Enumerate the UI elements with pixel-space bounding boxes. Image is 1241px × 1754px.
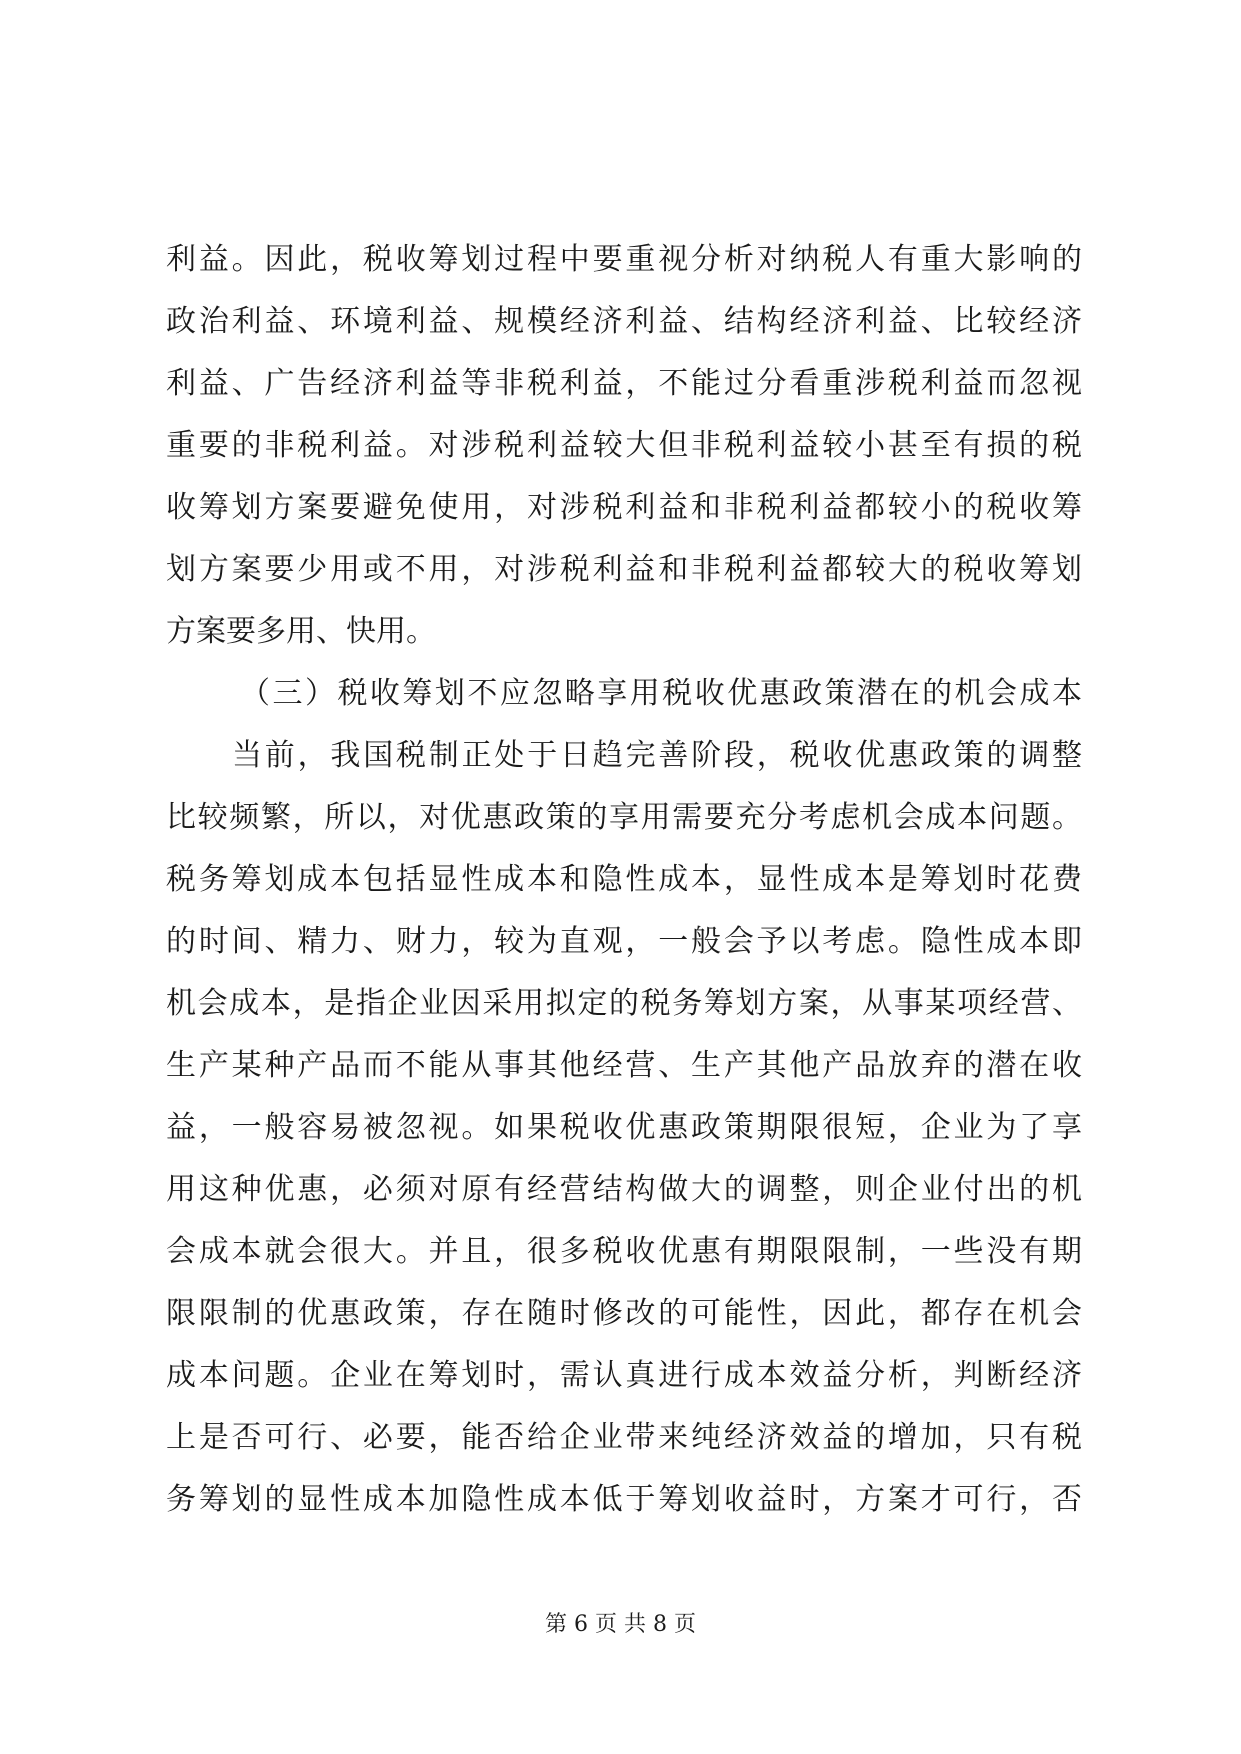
text-line: 上是否可行、必要，能否给企业带来纯经济效益的增加，只有税	[166, 1420, 1082, 1455]
text-line: 的时间、精力、财力，较为直观，一般会予以考虑。隐性成本即	[166, 924, 1082, 959]
text-line: 利益、广告经济利益等非税利益，不能过分看重涉税利益而忽视	[166, 366, 1082, 401]
body-text	[166, 229, 1082, 1531]
text-line: 机会成本，是指企业因采用拟定的税务筹划方案，从事某项经营、	[166, 986, 1082, 1021]
text-line: 重要的非税利益。对涉税利益较大但非税利益较小甚至有损的税	[166, 428, 1082, 463]
text-line: 收筹划方案要避免使用，对涉税利益和非税利益都较小的税收筹	[166, 490, 1082, 525]
text-line: 方案要多用、快用。	[166, 614, 436, 649]
text-line: 利益。因此，税收筹划过程中要重视分析对纳税人有重大影响的	[166, 242, 1082, 277]
text-line: 当前，我国税制正处于日趋完善阶段，税收优惠政策的调整	[232, 738, 1082, 773]
text-line: 限限制的优惠政策，存在随时修改的可能性，因此，都存在机会	[166, 1296, 1082, 1331]
text-line: 用这种优惠，必须对原有经营结构做大的调整，则企业付出的机	[166, 1172, 1082, 1207]
text-line: 务筹划的显性成本加隐性成本低于筹划收益时，方案才可行，否	[166, 1482, 1082, 1517]
text-line: 政治利益、环境利益、规模经济利益、结构经济利益、比较经济	[166, 304, 1082, 339]
text-line: 比较频繁，所以，对优惠政策的享用需要充分考虑机会成本问题。	[166, 800, 1082, 835]
text-line: 生产某种产品而不能从事其他经营、生产其他产品放弃的潜在收	[166, 1048, 1082, 1083]
text-line: 成本问题。企业在筹划时，需认真进行成本效益分析，判断经济	[166, 1358, 1082, 1393]
text-line: 划方案要少用或不用，对涉税利益和非税利益都较大的税收筹划	[166, 552, 1082, 587]
section-heading: （三）税收筹划不应忽略享用税收优惠政策潜在的机会成本	[240, 676, 1082, 711]
text-line: 益，一般容易被忽视。如果税收优惠政策期限很短，企业为了享	[166, 1110, 1082, 1145]
text-line: 税务筹划成本包括显性成本和隐性成本，显性成本是筹划时花费	[166, 862, 1082, 897]
text-line: 会成本就会很大。并且，很多税收优惠有期限限制，一些没有期	[166, 1234, 1082, 1269]
page-number-footer: 第 6 页 共 8 页	[545, 1612, 696, 1637]
